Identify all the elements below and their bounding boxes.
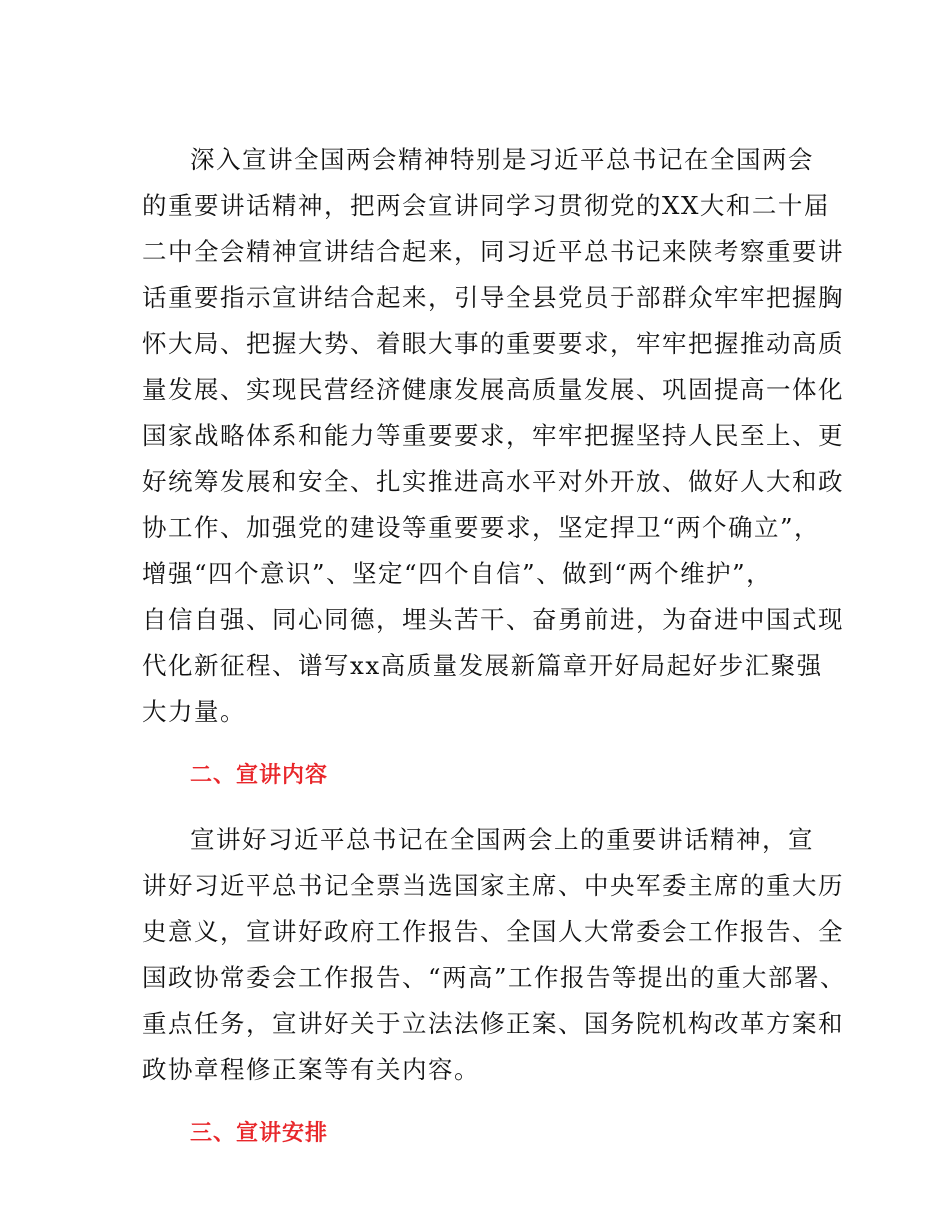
paragraph-line: 政协章程修正案等有关内容。	[142, 1055, 480, 1084]
paragraph-line: 话重要指示宣讲结合起来，引导全县党员于部群众牢牢把握胸	[142, 283, 844, 312]
paragraph-line: 好统筹发展和安全、扎实推进高水平对外开放、做好人大和政	[142, 467, 844, 496]
spacer	[142, 799, 832, 817]
paragraph-2	[142, 817, 847, 1093]
paragraph-line: 二中全会精神宣讲结合起来，同习近平总书记来陕考察重要讲	[142, 237, 844, 266]
document-body	[142, 137, 847, 1157]
paragraph-line: 大力量。	[142, 697, 246, 726]
paragraph-line: 自信自强、同心同德，埋头苦干、奋勇前进，为奋进中国式现	[142, 605, 844, 634]
section-heading-arrangement: 三、宣讲安排	[190, 1121, 329, 1146]
paragraph-line: 讲好习近平总书记全票当选国家主席、中央军委主席的重大历	[142, 871, 844, 900]
section-heading-content: 二、宣讲内容	[190, 763, 329, 788]
paragraph-line: 国家战略体系和能力等重要要求，牢牢把握坚持人民至上、更	[142, 421, 844, 450]
paragraph-line: 深入宣讲全国两会精神特别是习近平总书记在全国两会	[190, 145, 814, 174]
paragraph-line: 史意义，宣讲好政府工作报告、全国人大常委会工作报告、全	[142, 917, 844, 946]
paragraph-line: 宣讲好习近平总书记在全国两会上的重要讲话精神，宣	[190, 825, 814, 854]
spacer	[142, 735, 832, 753]
paragraph-line: 怀大局、把握大势、着眼大事的重要要求，牢牢把握推动高质	[142, 329, 844, 358]
paragraph-line: 代化新征程、谱写xx高质量发展新篇章开好局起好步汇聚强	[142, 651, 823, 680]
paragraph-line: 协工作、加强党的建设等重要要求，坚定捍卫“两个确立”，	[142, 513, 821, 542]
paragraph-line: 增强“四个意识”、坚定“四个自信”、做到“两个维护”，	[142, 559, 773, 588]
paragraph-line: 的重要讲话精神，把两会宣讲同学习贯彻党的XX大和二十届	[142, 191, 830, 220]
paragraph-line: 量发展、实现民营经济健康发展高质量发展、巩固提高一体化	[142, 375, 844, 404]
paragraph-1	[142, 137, 844, 735]
paragraph-line: 重点任务，宣讲好关于立法法修正案、国务院机构改革方案和	[142, 1009, 844, 1038]
spacer	[142, 1093, 832, 1111]
paragraph-line: 国政协常委会工作报告、“两高”工作报告等提出的重大部署、	[142, 963, 847, 992]
